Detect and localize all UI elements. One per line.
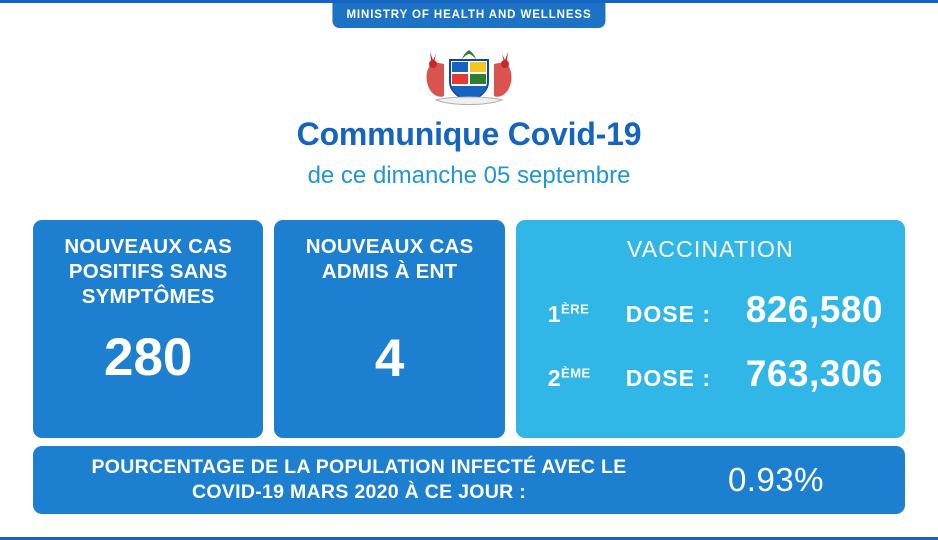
dose-ordinal-number-first: 1 [547,301,562,327]
dose-value-first: 826,580 [745,289,883,330]
dose-label-second: DOSE : [625,365,711,391]
stat-cards-row [33,220,905,438]
dose-row-second [548,353,883,395]
ministry-banner: MINISTRY OF HEALTH AND WELLNESS [332,3,605,28]
dose-ordinal-second [548,365,626,392]
vaccination-dose-list [516,289,905,395]
infection-percentage-bar [33,446,905,514]
card-title-vaccination: VACCINATION [626,236,794,262]
card-new-admissions-ent [274,220,504,438]
dose-label-first: DOSE : [625,301,711,327]
dose-ordinal-suffix-first: ÈRE [561,301,590,317]
dose-ordinal-suffix-second: ÈME [561,365,591,381]
card-title-new-admissions-ent: NOUVEAUX CAS ADMIS À ENT [305,235,474,283]
page-title: Communique Covid-19 [296,116,642,152]
card-value-new-positive-cases: 280 [103,328,193,387]
coat-of-arms-emblem [414,46,524,108]
dose-value-second: 763,306 [745,353,883,394]
infection-percentage-value: 0.93% [727,461,825,498]
dose-row-first [548,289,883,331]
card-new-positive-cases-asymptomatic [33,220,263,438]
dose-ordinal-first [548,301,626,328]
dose-ordinal-number-second: 2 [547,365,562,391]
card-vaccination [516,220,905,438]
card-title-new-positive-cases: NOUVEAUX CAS POSITIFS SANS SYMPTÔMES [64,235,232,308]
page-subtitle: de ce dimanche 05 septembre [307,162,631,189]
infection-percentage-label: POURCENTAGE DE LA POPULATION INFECTÉ AVEC LE COVID-19 MARS 2020 À CE JOUR : [91,456,627,503]
card-value-new-admissions-ent: 4 [374,329,405,388]
